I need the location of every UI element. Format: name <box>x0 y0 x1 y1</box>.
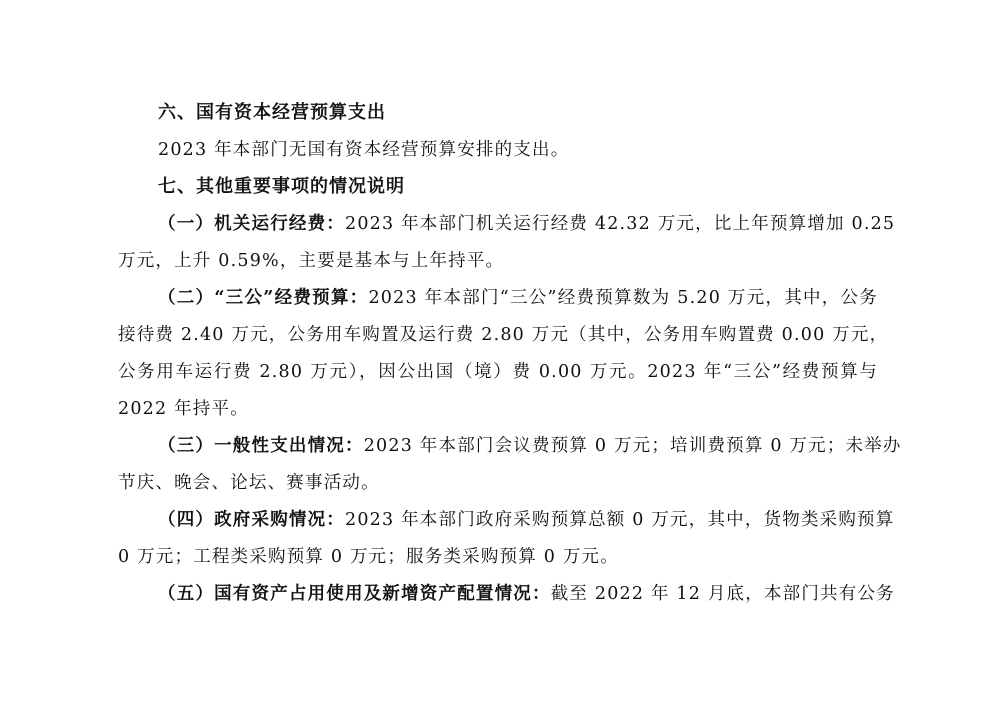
item3-line1 <box>158 434 902 458</box>
item1-text: 2023 年本部门机关运行经费 42.32 万元，比上年预算增加 0.25 <box>345 214 896 234</box>
item3-text: 2023 年本部门会议费预算 0 万元；培训费预算 0 万元；未举办 <box>363 436 902 456</box>
section6-heading: 六、国有资本经营预算支出 <box>158 102 386 123</box>
item3-label: （三）一般性支出情况： <box>158 436 364 456</box>
item4-line1 <box>158 508 895 532</box>
item4-text: 2023 年本部门政府采购预算总额 0 万元，其中，货物类采购预算 <box>345 510 895 530</box>
item5-label: （五）国有资产占用使用及新增资产配置情况： <box>158 584 551 604</box>
item4-label: （四）政府采购情况： <box>158 510 345 530</box>
section6-body: 2023 年本部门无国有资本经营预算安排的支出。 <box>158 140 570 160</box>
item5-line1 <box>158 582 895 606</box>
section7-heading: 七、其他重要事项的情况说明 <box>158 176 405 197</box>
item2-line4: 2022 年持平。 <box>118 399 249 419</box>
item1-label: （一）机关运行经费： <box>158 214 345 234</box>
item1-line1 <box>158 212 896 236</box>
item3-line2: 节庆、晚会、论坛、赛事活动。 <box>118 473 380 493</box>
item5-text: 截至 2022 年 12 月底，本部门共有公务 <box>550 584 895 604</box>
item1-line2: 万元，上升 0.59%，主要是基本与上年持平。 <box>118 251 505 271</box>
item2-line2: 接待费 2.40 万元，公务用车购置及运行费 2.80 万元（其中，公务用车购置费 0.00 万元， <box>118 325 889 345</box>
item2-line3: 公务用车运行费 2.80 万元），因公出国（境）费 0.00 万元。2023 年“三公”经费预算与 <box>118 362 878 382</box>
item2-line1 <box>158 286 878 310</box>
item4-line2: 0 万元；工程类采购预算 0 万元；服务类采购预算 0 万元。 <box>118 547 619 567</box>
item2-label: （二）“三公”经费预算： <box>158 288 369 308</box>
item2-text: 2023 年本部门“三公”经费预算数为 5.20 万元，其中，公务 <box>368 288 879 308</box>
